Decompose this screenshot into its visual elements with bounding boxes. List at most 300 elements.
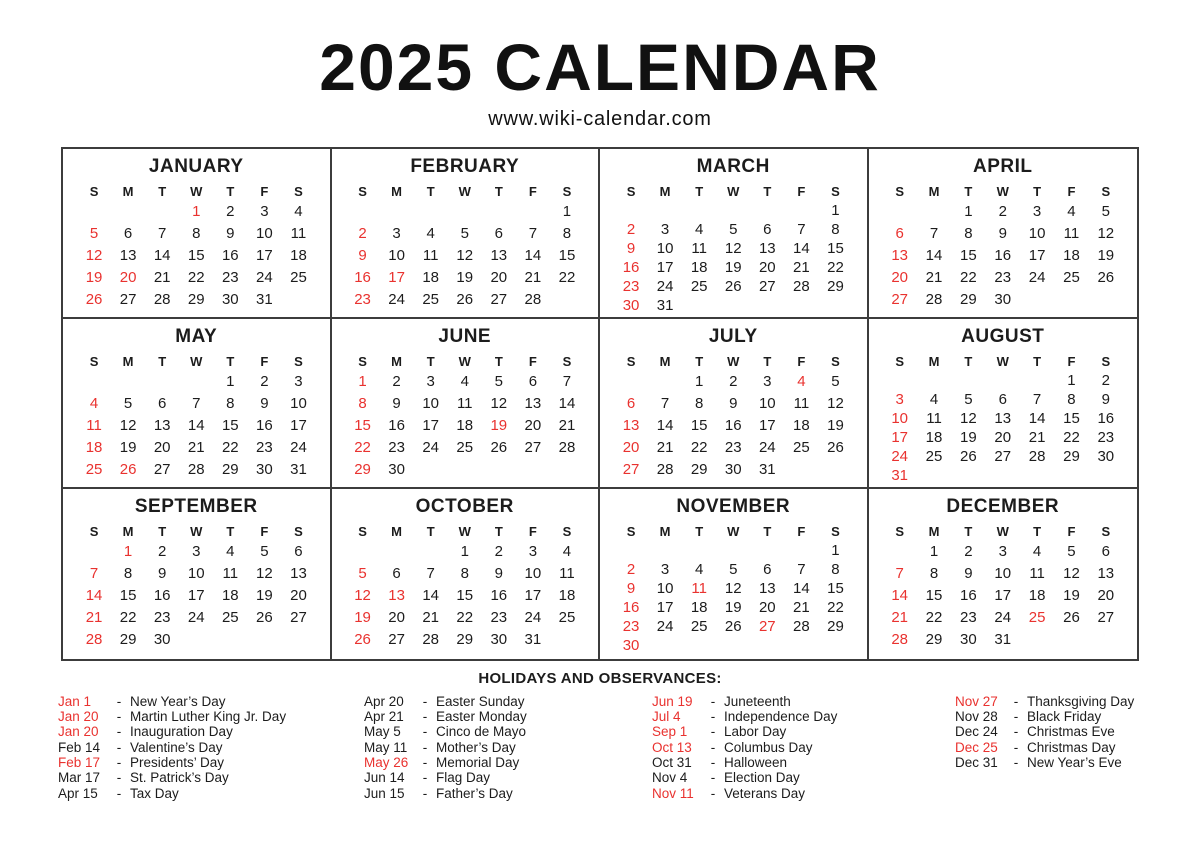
site-url: www.wiki-calendar.com <box>488 107 712 130</box>
holiday-name: Tax Day <box>130 785 179 801</box>
date-cell: 10 <box>388 246 405 264</box>
date-cell: 28 <box>656 460 674 478</box>
dow-label: S <box>1101 353 1111 369</box>
holiday-separator: - <box>710 724 716 740</box>
dow-label: T <box>226 353 235 369</box>
date-cell: 23 <box>221 268 239 286</box>
dow-label: S <box>895 523 904 539</box>
holiday-name: Father’s Day <box>436 785 513 801</box>
date-cell: 4 <box>562 542 572 560</box>
month-february <box>332 149 601 319</box>
date-cell: 14 <box>153 246 171 264</box>
dow-label: T <box>964 183 973 199</box>
date-cell: 14 <box>925 246 943 264</box>
date-cell: 4 <box>426 224 435 242</box>
date-cell: 17 <box>187 586 205 604</box>
date-cell: 3 <box>895 390 904 408</box>
date-cell: 4 <box>460 372 469 390</box>
date-cell: 20 <box>891 268 909 286</box>
dow-label: T <box>426 353 435 369</box>
dow-label: F <box>528 183 537 199</box>
dow-label: S <box>562 353 572 369</box>
date-cell: 18 <box>85 438 103 456</box>
date-cell: 27 <box>388 630 405 648</box>
empty-cell <box>883 201 917 223</box>
holiday-name: Martin Luther King Jr. Day <box>130 709 287 725</box>
date-cell: 24 <box>994 608 1012 626</box>
holiday-separator: - <box>116 709 122 725</box>
date-cell: 21 <box>925 268 943 286</box>
holiday-date: Nov 4 <box>652 770 688 786</box>
empty-cell <box>716 201 750 220</box>
date-cell: 29 <box>827 277 844 295</box>
date-cell: 29 <box>119 630 137 648</box>
date-cell: 29 <box>354 460 371 478</box>
holiday-date: Apr 21 <box>364 709 404 725</box>
date-cell: 11 <box>691 239 707 257</box>
date-cell: 29 <box>456 630 474 648</box>
date-cell: 29 <box>221 460 239 478</box>
date-cell: 6 <box>895 224 904 242</box>
dow-label: T <box>494 183 503 199</box>
month-title: SEPTEMBER <box>134 495 258 517</box>
date-cell: 3 <box>192 542 201 560</box>
empty-cell <box>614 371 648 393</box>
dow-label: M <box>659 353 671 369</box>
holiday-name: Easter Monday <box>436 709 527 725</box>
month-title: JUNE <box>438 325 492 347</box>
date-cell: 28 <box>925 290 943 308</box>
holiday-name: Columbus Day <box>724 739 813 755</box>
date-cell: 26 <box>1063 608 1080 626</box>
date-cell: 11 <box>86 416 102 434</box>
date-cell: 30 <box>994 290 1012 308</box>
holiday-separator: - <box>1013 709 1019 725</box>
date-cell: 14 <box>524 246 542 264</box>
date-cell: 22 <box>187 268 205 286</box>
holiday-name: Christmas Eve <box>1027 724 1115 740</box>
date-cell: 23 <box>153 608 171 626</box>
month-june <box>332 319 601 489</box>
date-cell: 10 <box>290 394 307 412</box>
date-cell: 9 <box>260 394 269 412</box>
date-cell: 14 <box>793 239 810 257</box>
dow-label: T <box>1033 183 1042 199</box>
date-cell: 7 <box>660 394 670 412</box>
date-cell: 9 <box>964 564 973 582</box>
date-cell: 25 <box>422 290 440 308</box>
dow-label: W <box>458 353 471 369</box>
date-cell: 12 <box>256 564 273 582</box>
dow-label: T <box>964 353 973 369</box>
date-cell: 13 <box>388 586 405 604</box>
month-march <box>600 149 869 319</box>
month-november <box>600 489 869 659</box>
dow-label: T <box>494 353 503 369</box>
date-cell: 10 <box>656 579 674 597</box>
holiday-name: Election Day <box>724 770 800 786</box>
date-cell: 6 <box>998 390 1007 408</box>
holiday-separator: - <box>422 724 428 740</box>
date-cell: 3 <box>660 220 670 238</box>
holiday-row <box>955 755 1145 770</box>
holiday-separator: - <box>422 693 428 709</box>
date-cell: 14 <box>187 416 205 434</box>
date-cell: 18 <box>221 586 239 604</box>
holiday-row <box>364 770 652 785</box>
empty-cell <box>917 201 951 223</box>
date-cell: 21 <box>793 258 810 276</box>
date-cell: 22 <box>221 438 239 456</box>
date-cell: 30 <box>1097 447 1115 465</box>
date-cell: 29 <box>187 290 205 308</box>
month-december <box>869 489 1138 659</box>
date-cell: 4 <box>695 220 704 238</box>
holiday-row <box>58 740 364 755</box>
date-cell: 31 <box>994 630 1012 648</box>
date-cell: 5 <box>831 372 840 390</box>
holiday-separator: - <box>710 709 716 725</box>
date-cell: 30 <box>622 296 640 314</box>
month-title: AUGUST <box>961 325 1045 347</box>
date-cell: 29 <box>1063 447 1080 465</box>
date-cell: 5 <box>460 224 469 242</box>
dow-label: F <box>1067 183 1076 199</box>
date-cell: 24 <box>1028 268 1046 286</box>
date-cell: 20 <box>1097 586 1115 604</box>
date-cell: 31 <box>290 460 307 478</box>
date-cell: 9 <box>358 246 367 264</box>
date-cell: 23 <box>490 608 508 626</box>
holiday-date: Nov 11 <box>652 785 694 801</box>
date-cell: 20 <box>622 438 640 456</box>
date-cell: 6 <box>158 394 167 412</box>
dow-label: S <box>294 353 303 369</box>
date-cell: 12 <box>827 394 844 412</box>
date-cell: 16 <box>1097 409 1115 427</box>
holiday-name: New Year’s Day <box>130 693 226 709</box>
date-cell: 11 <box>926 409 942 427</box>
date-cell: 22 <box>960 268 977 286</box>
holiday-row <box>364 740 652 755</box>
dow-label: W <box>727 523 740 539</box>
date-cell: 20 <box>290 586 307 604</box>
holiday-date: Nov 27 <box>955 693 998 709</box>
date-cell: 9 <box>1101 390 1110 408</box>
date-cell: 14 <box>85 586 103 604</box>
dow-label: W <box>996 183 1009 199</box>
date-cell: 12 <box>354 586 371 604</box>
date-cell: 22 <box>456 608 474 626</box>
month-days-grid <box>600 181 867 315</box>
dow-label: T <box>1033 353 1042 369</box>
date-cell: 1 <box>695 372 704 390</box>
date-cell: 22 <box>690 438 708 456</box>
dow-label: T <box>158 183 167 199</box>
dow-label: M <box>928 353 940 369</box>
holiday-date: Jul 4 <box>652 709 681 725</box>
date-cell: 23 <box>622 277 640 295</box>
holiday-separator: - <box>710 739 716 755</box>
date-cell: 2 <box>964 542 973 560</box>
dow-label: F <box>260 353 269 369</box>
date-cell: 5 <box>1067 542 1076 560</box>
holiday-row <box>58 755 364 770</box>
date-cell: 17 <box>891 428 909 446</box>
empty-cell <box>883 541 917 563</box>
dow-label: S <box>831 523 840 539</box>
dow-label: S <box>89 523 99 539</box>
date-cell: 4 <box>1032 542 1042 560</box>
holiday-row <box>364 755 652 770</box>
holiday-name: St. Patrick’s Day <box>130 770 229 786</box>
date-cell: 20 <box>119 268 137 286</box>
date-cell: 19 <box>827 416 844 434</box>
empty-cell <box>951 371 985 390</box>
date-cell: 1 <box>831 201 840 219</box>
holiday-row <box>364 786 652 801</box>
empty-cell <box>716 541 750 560</box>
date-cell: 21 <box>422 608 440 626</box>
month-days-grid <box>332 351 599 481</box>
holiday-row <box>955 709 1145 724</box>
empty-cell <box>1020 371 1054 390</box>
holiday-separator: - <box>1013 755 1019 771</box>
date-cell: 15 <box>187 246 205 264</box>
date-cell: 16 <box>960 586 977 604</box>
date-cell: 9 <box>729 394 738 412</box>
empty-cell <box>750 201 784 220</box>
date-cell: 6 <box>763 560 772 578</box>
dow-label: T <box>695 353 704 369</box>
date-cell: 29 <box>690 460 708 478</box>
date-cell: 12 <box>456 246 474 264</box>
date-cell: 21 <box>656 438 674 456</box>
empty-cell <box>482 201 516 223</box>
date-cell: 25 <box>925 447 943 465</box>
date-cell: 10 <box>758 394 776 412</box>
date-cell: 17 <box>1028 246 1046 264</box>
holiday-name: Christmas Day <box>1027 739 1116 755</box>
date-cell: 22 <box>354 438 371 456</box>
date-cell: 2 <box>392 372 401 390</box>
date-cell: 8 <box>929 564 939 582</box>
dow-label: W <box>996 523 1009 539</box>
date-cell: 8 <box>226 394 235 412</box>
dow-label: S <box>89 183 99 199</box>
date-cell: 22 <box>1063 428 1080 446</box>
empty-cell <box>784 201 818 220</box>
date-cell: 12 <box>960 409 977 427</box>
page-header <box>0 0 1200 131</box>
date-cell: 17 <box>256 246 273 264</box>
date-cell: 20 <box>994 428 1012 446</box>
date-cell: 28 <box>558 438 576 456</box>
date-cell: 2 <box>626 220 636 238</box>
date-cell: 13 <box>758 579 776 597</box>
date-cell: 18 <box>690 598 708 616</box>
date-cell: 21 <box>1028 428 1046 446</box>
holiday-row <box>58 786 364 801</box>
date-cell: 17 <box>656 258 674 276</box>
date-cell: 13 <box>490 246 508 264</box>
holiday-column <box>652 694 955 801</box>
date-cell: 28 <box>1028 447 1046 465</box>
date-cell: 24 <box>388 290 405 308</box>
dow-label: M <box>122 523 134 539</box>
dow-label: S <box>358 523 367 539</box>
dow-label: T <box>226 183 235 199</box>
date-cell: 19 <box>256 586 273 604</box>
dow-label: T <box>226 523 235 539</box>
date-cell: 20 <box>490 268 508 286</box>
holiday-row <box>652 755 955 770</box>
date-cell: 29 <box>827 617 844 635</box>
date-cell: 25 <box>290 268 307 286</box>
date-cell: 19 <box>456 268 474 286</box>
date-cell: 16 <box>994 246 1012 264</box>
holiday-separator: - <box>422 709 428 725</box>
holiday-date: Sep 1 <box>652 724 688 740</box>
dow-label: S <box>358 183 367 199</box>
holiday-separator: - <box>710 785 716 801</box>
date-cell: 26 <box>490 438 508 456</box>
date-cell: 24 <box>758 438 776 456</box>
date-cell: 21 <box>793 598 810 616</box>
date-cell: 30 <box>153 630 171 648</box>
date-cell: 31 <box>656 296 674 314</box>
empty-cell <box>784 541 818 560</box>
dow-label: W <box>996 353 1009 369</box>
date-cell: 19 <box>724 258 742 276</box>
empty-cell <box>145 201 179 223</box>
holiday-separator: - <box>710 770 716 786</box>
date-cell: 23 <box>994 268 1012 286</box>
date-cell: 8 <box>831 220 840 238</box>
date-cell: 18 <box>290 246 307 264</box>
date-cell: 8 <box>123 564 133 582</box>
date-cell: 30 <box>221 290 239 308</box>
date-cell: 24 <box>656 277 674 295</box>
month-days-grid <box>600 351 867 481</box>
holiday-name: Independence Day <box>724 709 838 725</box>
date-cell: 18 <box>1028 586 1046 604</box>
holiday-name: New Year’s Eve <box>1027 755 1122 771</box>
date-cell: 2 <box>358 224 367 242</box>
holiday-row <box>364 724 652 739</box>
date-cell: 10 <box>994 564 1012 582</box>
holiday-date: Jan 20 <box>58 724 99 740</box>
date-cell: 17 <box>290 416 307 434</box>
date-cell: 24 <box>422 438 440 456</box>
date-cell: 28 <box>85 630 103 648</box>
date-cell: 15 <box>456 586 474 604</box>
date-cell: 15 <box>960 246 977 264</box>
date-cell: 11 <box>222 564 239 582</box>
date-cell: 24 <box>524 608 542 626</box>
date-cell: 13 <box>524 394 542 412</box>
date-cell: 8 <box>562 224 572 242</box>
date-cell: 4 <box>797 372 806 390</box>
dow-label: T <box>695 523 704 539</box>
date-cell: 4 <box>1067 202 1076 220</box>
date-cell: 28 <box>793 617 810 635</box>
date-cell: 17 <box>524 586 542 604</box>
date-cell: 1 <box>964 202 973 220</box>
date-cell: 13 <box>153 416 171 434</box>
date-cell: 12 <box>724 579 742 597</box>
date-cell: 7 <box>426 564 435 582</box>
date-cell: 26 <box>119 460 137 478</box>
dow-label: F <box>1067 353 1076 369</box>
date-cell: 19 <box>1097 246 1115 264</box>
date-cell: 9 <box>626 579 636 597</box>
date-cell: 18 <box>422 268 440 286</box>
date-cell: 5 <box>260 542 269 560</box>
date-cell: 18 <box>1063 246 1080 264</box>
dow-label: S <box>626 353 636 369</box>
date-cell: 1 <box>1067 371 1076 389</box>
date-cell: 29 <box>960 290 977 308</box>
date-cell: 10 <box>1028 224 1046 242</box>
date-cell: 19 <box>119 438 137 456</box>
empty-cell <box>77 541 111 563</box>
empty-cell <box>614 541 648 560</box>
date-cell: 26 <box>960 447 977 465</box>
date-cell: 2 <box>158 542 167 560</box>
dow-label: T <box>158 353 167 369</box>
dow-label: M <box>391 523 403 539</box>
dow-label: S <box>626 183 636 199</box>
date-cell: 28 <box>524 290 542 308</box>
date-cell: 26 <box>724 617 742 635</box>
date-cell: 13 <box>1097 564 1115 582</box>
date-cell: 18 <box>793 416 810 434</box>
date-cell: 3 <box>426 372 435 390</box>
holiday-separator: - <box>116 724 122 740</box>
holiday-name: Black Friday <box>1027 709 1102 725</box>
empty-cell <box>614 201 648 220</box>
dow-label: M <box>391 353 403 369</box>
dow-label: M <box>928 523 940 539</box>
date-cell: 21 <box>891 608 909 626</box>
dow-label: F <box>528 353 537 369</box>
holiday-row <box>955 740 1145 755</box>
dow-label: S <box>1101 183 1111 199</box>
date-cell: 8 <box>192 224 201 242</box>
date-cell: 7 <box>562 372 572 390</box>
date-cell: 2 <box>494 542 503 560</box>
date-cell: 31 <box>891 466 909 484</box>
empty-cell <box>179 371 213 393</box>
holiday-separator: - <box>116 739 122 755</box>
date-cell: 6 <box>1101 542 1110 560</box>
date-cell: 28 <box>187 460 205 478</box>
date-cell: 25 <box>690 277 708 295</box>
month-october <box>332 489 601 659</box>
date-cell: 26 <box>456 290 474 308</box>
empty-cell <box>448 201 482 223</box>
date-cell: 27 <box>524 438 542 456</box>
holiday-name: Mother’s Day <box>436 739 516 755</box>
dow-label: S <box>562 183 572 199</box>
date-cell: 3 <box>260 202 269 220</box>
holiday-name: Thanksgiving Day <box>1027 693 1135 709</box>
holiday-separator: - <box>1013 693 1019 709</box>
date-cell: 9 <box>226 224 235 242</box>
date-cell: 30 <box>960 630 977 648</box>
dow-label: T <box>426 523 435 539</box>
